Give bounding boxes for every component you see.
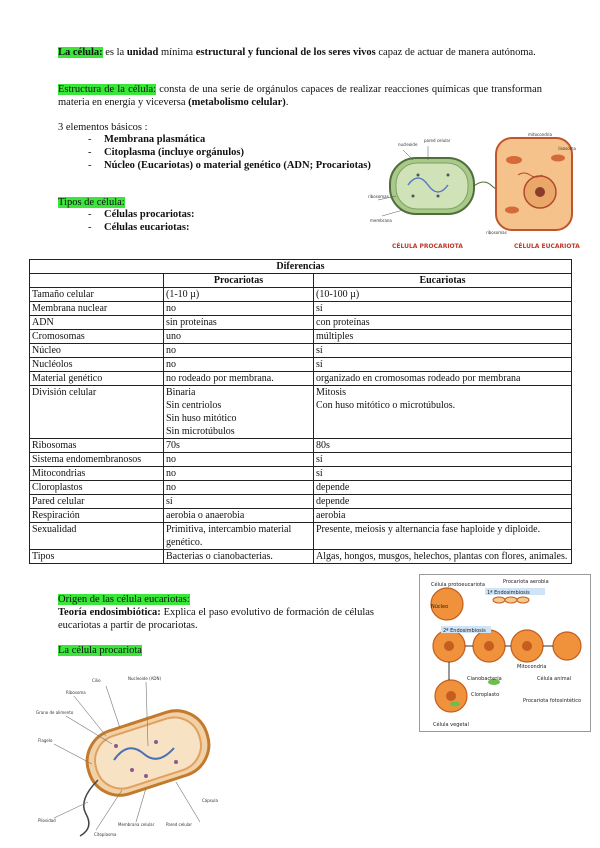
endosymbiosis-figure [419, 574, 591, 732]
eukaryote-cell: depende [314, 495, 572, 509]
table-row [30, 288, 572, 302]
list-item: - Células procariotas: [88, 208, 388, 221]
cell-comparison-figure [368, 130, 584, 254]
svg-text:Procariota aerobia: Procariota aerobia [503, 579, 549, 585]
prokaryote-cell: no [164, 344, 314, 358]
row-label-cell: Sistema endomembranosos [30, 453, 164, 467]
svg-text:pared celular: pared celular [424, 138, 451, 143]
eukaryote-cell-illustration [486, 132, 577, 235]
row-label-cell: Ribosomas [30, 439, 164, 453]
svg-text:Núcleo: Núcleo [431, 604, 449, 610]
row-label-cell: Nucléolos [30, 358, 164, 372]
svg-text:Célula animal: Célula animal [537, 676, 572, 682]
list-item: - Citoplasma (incluye orgánulos) [88, 146, 378, 159]
table-row [30, 386, 572, 439]
table-header: Procariotas [164, 274, 314, 288]
eukaryote-cell: sí [314, 467, 572, 481]
svg-text:ribosomas: ribosomas [486, 230, 507, 235]
prokaryote-cell: Binaria Sin centriolos Sin huso mitótico Sin microtúbulos [164, 386, 314, 439]
table-row [30, 358, 572, 372]
basics-title: 3 elementos básicos : [58, 122, 148, 133]
prokaryote-cell: uno [164, 330, 314, 344]
structure-term: Estructura de la célula: [58, 84, 157, 95]
list-item: - Membrana plasmática [88, 133, 378, 146]
eukaryote-cell: sí [314, 453, 572, 467]
svg-text:Ribosoma: Ribosoma [66, 690, 86, 695]
prokaryote-caption: CÉLULA PROCARIOTA [392, 243, 463, 250]
eukaryote-cell: depende [314, 481, 572, 495]
prokaryote-cell: no [164, 302, 314, 316]
table-row [30, 481, 572, 495]
prokaryote-cell: sin proteínas [164, 316, 314, 330]
intro-paragraph: La célula: es la unidad mínima estructural y funcional de los seres vivos capaz de actuar de manera autónoma. [58, 47, 536, 58]
table-row [30, 302, 572, 316]
svg-text:membrana: membrana [370, 218, 392, 223]
types-title: Tipos de célula: [58, 197, 125, 208]
svg-text:Nucleoide (ADN): Nucleoide (ADN) [128, 676, 162, 681]
row-label-cell: Membrana nuclear [30, 302, 164, 316]
prokaryote-cell: no [164, 481, 314, 495]
row-label-cell: Tipos [30, 550, 164, 564]
svg-text:ribosomas: ribosomas [368, 194, 389, 199]
table-row [30, 467, 572, 481]
table-title: Diferencias [30, 260, 572, 274]
bacteria-structure-figure [36, 672, 236, 838]
svg-text:1ª Endosimbiosis: 1ª Endosimbiosis [487, 590, 530, 596]
eukaryote-cell: sí [314, 358, 572, 372]
svg-text:Flagelo: Flagelo [38, 738, 53, 743]
prokaryote-cell: no [164, 467, 314, 481]
svg-text:Pilosidad: Pilosidad [38, 818, 56, 823]
origin-paragraph: Teoría endosimbiótica: Explica el paso evolutivo de formación de células eucariotas a partir de procariotas. [58, 607, 374, 632]
svg-text:Cloroplasto: Cloroplasto [471, 692, 500, 698]
row-label-cell: División celular [30, 386, 164, 439]
svg-text:mitocondria: mitocondria [528, 132, 552, 137]
table-row [30, 509, 572, 523]
list-item: - Células eucariotas: [88, 221, 388, 234]
svg-text:Cianobacteria: Cianobacteria [467, 676, 502, 682]
table-row [30, 344, 572, 358]
row-label-cell: Sexualidad [30, 523, 164, 550]
eukaryote-cell: organizado en cromosomas rodeado por membrana [314, 372, 572, 386]
svg-text:Procariota fotosintético: Procariota fotosintético [523, 698, 582, 704]
row-label-cell: Mitocondrias [30, 467, 164, 481]
prokaryote-cell-illustration [368, 138, 508, 223]
table-row [30, 330, 572, 344]
svg-text:Membrana celular: Membrana celular [118, 822, 155, 827]
eukaryote-cell: sí [314, 344, 572, 358]
row-label-cell: Cloroplastos [30, 481, 164, 495]
row-label-cell: ADN [30, 316, 164, 330]
table-row [30, 523, 572, 550]
eukaryote-cell: Presente, meiosis y alternancia fase haploide y diploide. [314, 523, 572, 550]
table-row [30, 439, 572, 453]
structure-paragraph: Estructura de la célula: consta de una serie de orgánulos capaces de realizar reacciones químicas que transforman materia en energía y viceversa (metabolismo celular). [58, 84, 543, 109]
eukaryote-cell: con proteínas [314, 316, 572, 330]
row-label-cell: Tamaño celular [30, 288, 164, 302]
prokaryote-cell: no rodeado por membrana. [164, 372, 314, 386]
svg-text:2ª Endosimbiosis: 2ª Endosimbiosis [443, 628, 486, 634]
eukaryote-cell: 80s [314, 439, 572, 453]
table-row [30, 372, 572, 386]
eukaryote-cell: Mitosis Con huso mitótico o microtúbulos. [314, 386, 572, 439]
intro-term: La célula: [58, 47, 103, 58]
eukaryote-cell: aerobia [314, 509, 572, 523]
origin-title: Origen de las célula eucariotas: [58, 594, 190, 605]
prokaryote-cell: (1-10 µ) [164, 288, 314, 302]
table-row [30, 453, 572, 467]
table-row [30, 316, 572, 330]
svg-text:Célula vegetal: Célula vegetal [433, 722, 469, 728]
prokaryote-cell: 70s [164, 439, 314, 453]
table-header: Eucariotas [314, 274, 572, 288]
prokaryote-cell: no [164, 453, 314, 467]
row-label-cell: Núcleo [30, 344, 164, 358]
svg-text:Citoplasma: Citoplasma [94, 832, 117, 837]
prokaryote-section-title: La célula procariota [58, 645, 142, 656]
svg-text:lisosoma: lisosoma [558, 146, 576, 151]
table-row [30, 495, 572, 509]
eukaryote-cell: múltiples [314, 330, 572, 344]
svg-text:Mitocondria: Mitocondria [517, 664, 547, 670]
table-header [30, 274, 164, 288]
svg-text:Grano de alimento: Grano de alimento [36, 710, 74, 715]
eukaryote-cell: Algas, hongos, musgos, helechos, plantas con flores, animales. [314, 550, 572, 564]
eukaryote-cell: (10-100 µ) [314, 288, 572, 302]
eukaryote-caption: CÉLULA EUCARIOTA [514, 243, 580, 250]
svg-text:Cilio: Cilio [92, 678, 101, 683]
svg-text:nucleoide: nucleoide [398, 142, 418, 147]
prokaryote-cell: Bacterias o cianobacterias. [164, 550, 314, 564]
svg-text:Pared celular: Pared celular [166, 822, 193, 827]
prokaryote-cell: sí [164, 495, 314, 509]
eukaryote-cell: sí [314, 302, 572, 316]
list-item: - Núcleo (Eucariotas) o material genético (ADN; Procariotas) [88, 159, 378, 172]
table-row [30, 550, 572, 564]
row-label-cell: Respiración [30, 509, 164, 523]
types-list [88, 208, 388, 234]
svg-text:Cápsula: Cápsula [202, 798, 218, 803]
row-label-cell: Cromosomas [30, 330, 164, 344]
basics-list [88, 133, 378, 172]
row-label-cell: Material genético [30, 372, 164, 386]
prokaryote-cell: no [164, 358, 314, 372]
differences-table [29, 259, 572, 564]
prokaryote-cell: Primitiva, intercambio material genético. [164, 523, 314, 550]
prokaryote-cell: aerobia o anaerobia [164, 509, 314, 523]
svg-text:Célula protoeucariota: Célula protoeucariota [431, 582, 485, 588]
row-label-cell: Pared celular [30, 495, 164, 509]
